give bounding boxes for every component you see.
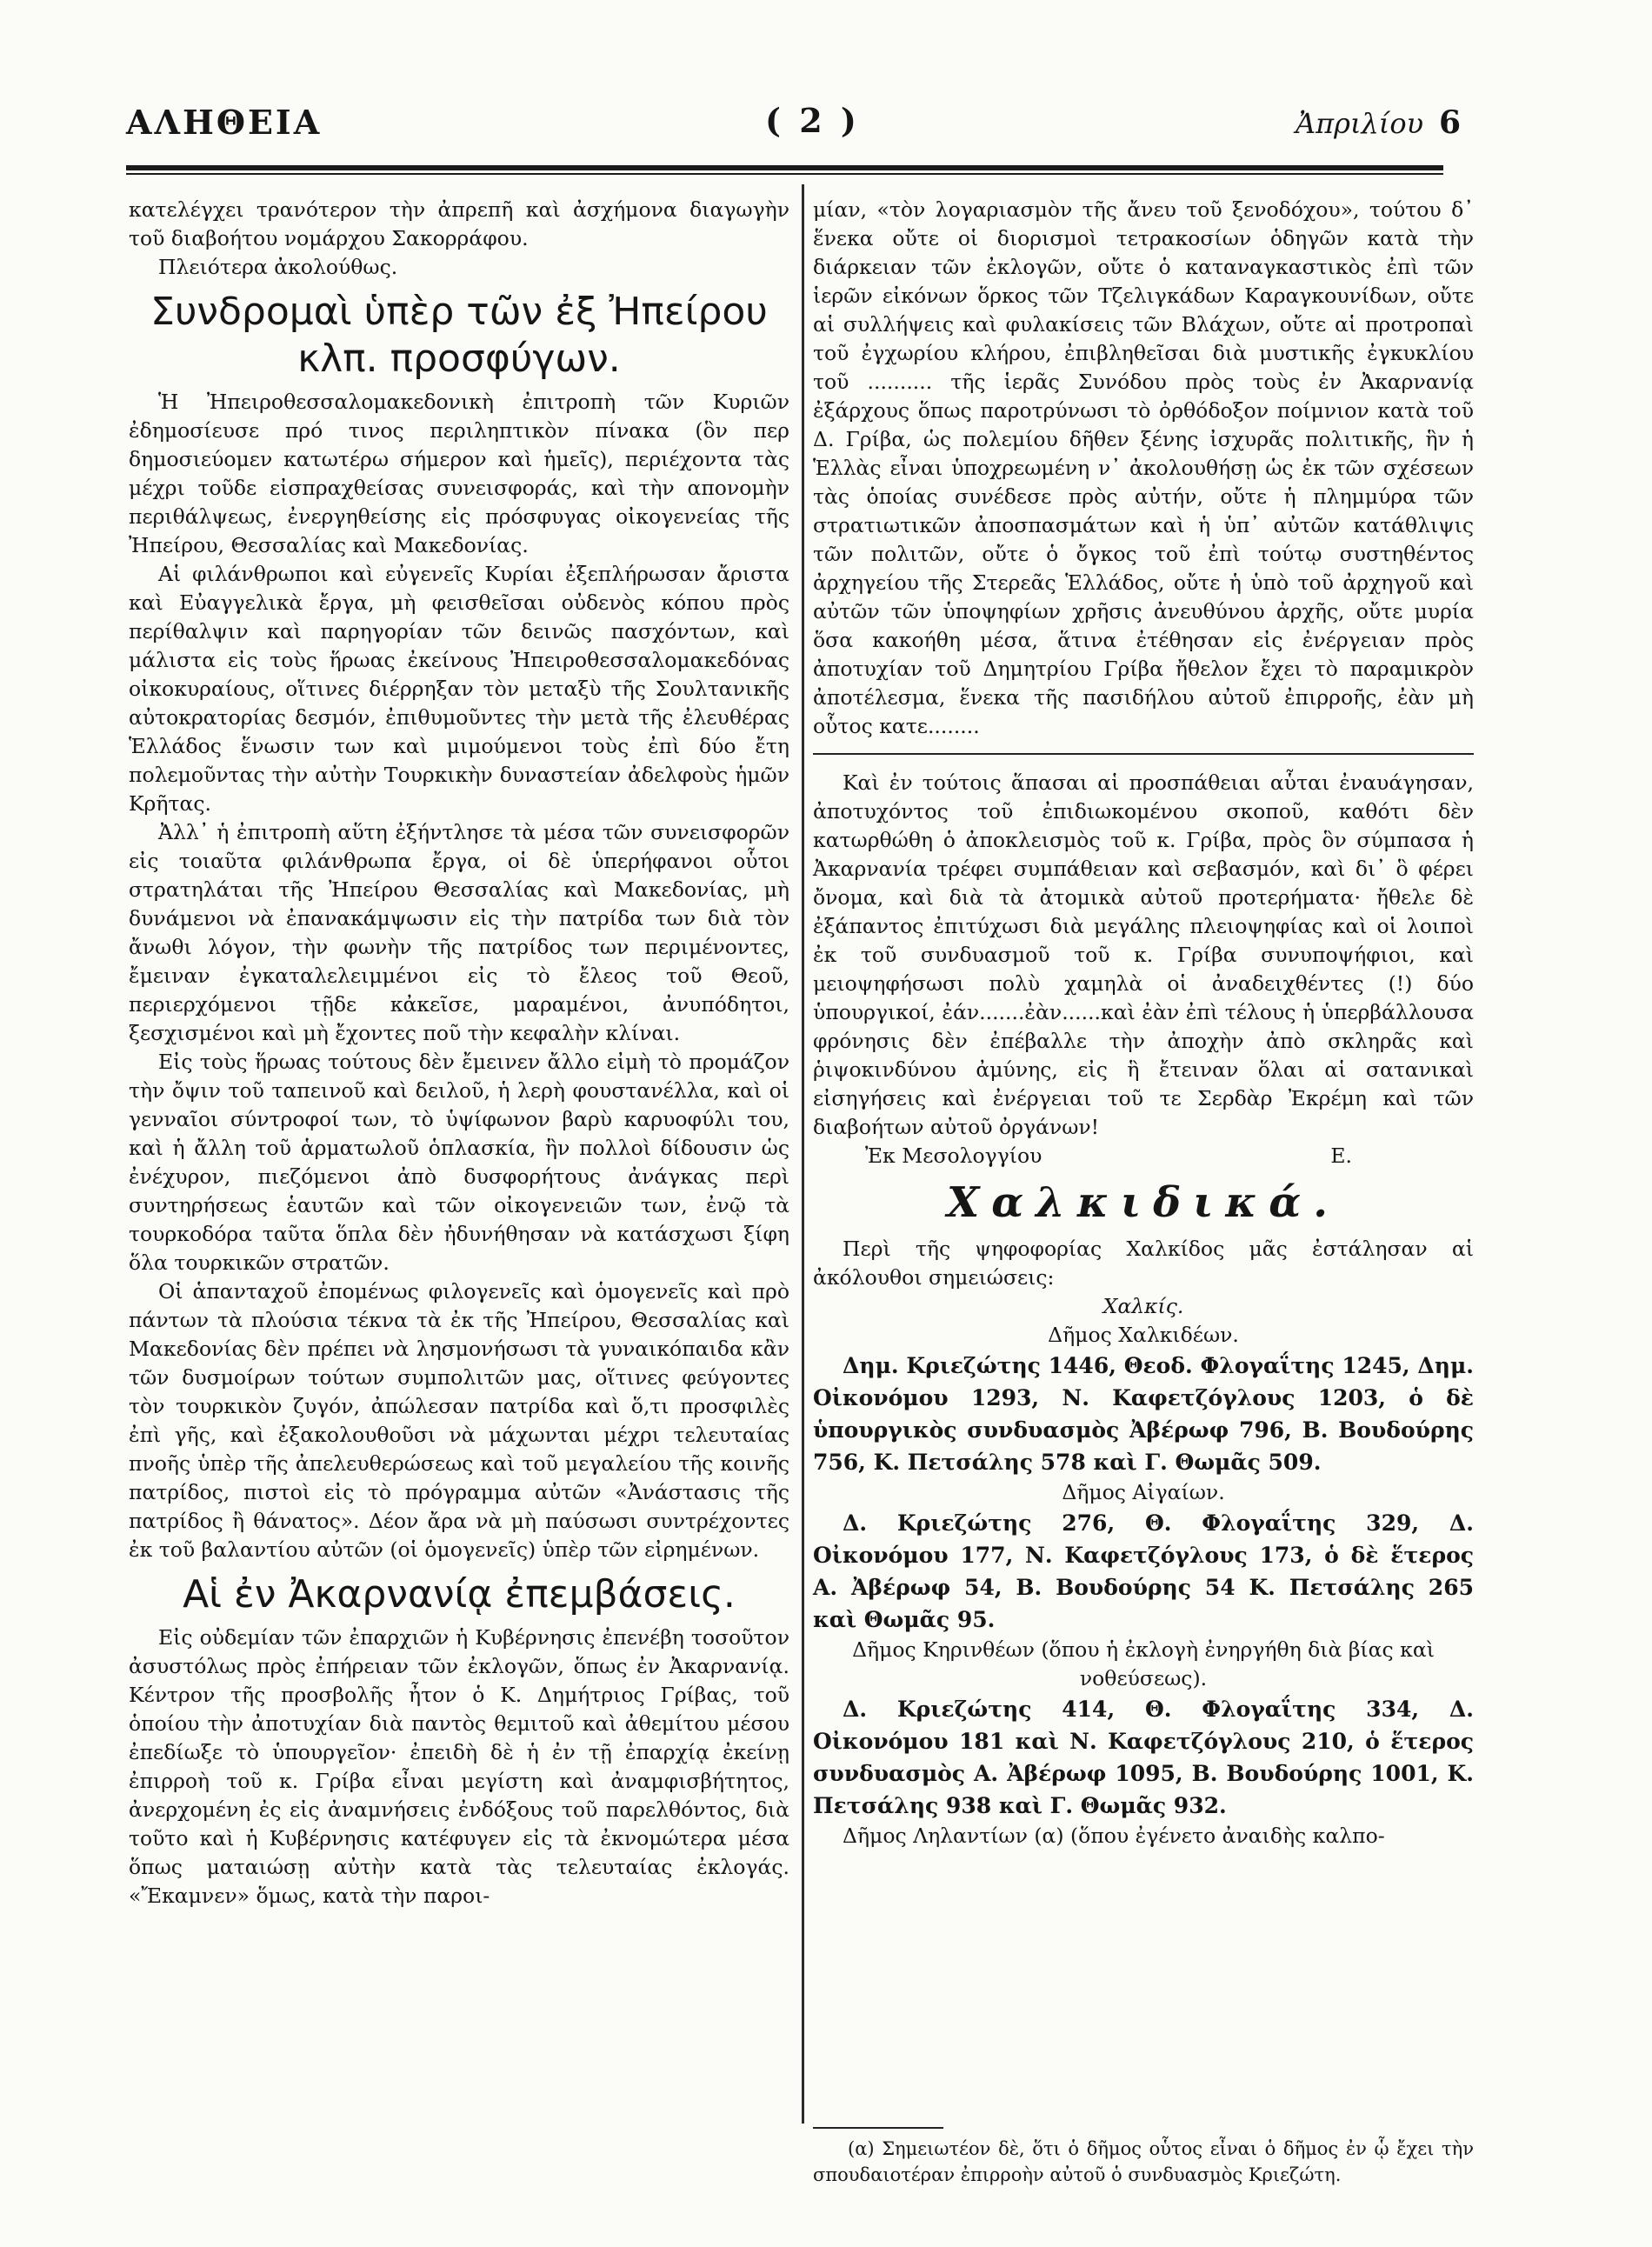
footnote: (α) Σημειωτέον δὲ, ὅτι ὁ δῆμος οὗτος εἶναι ὁ δῆμος ἐν ᾧ ἔχει τὴν σπουδαιοτέραν ἐπιρροὴν αὐτοῦ ὁ συνδυασμὸς Κριεζώτη. xyxy=(813,2138,1474,2185)
signature-initial: Ε. xyxy=(1330,1144,1352,1168)
issue-month: Ἀπριλίου xyxy=(1296,107,1424,140)
signature-place: Ἐκ Μεσολογγίου xyxy=(865,1144,1042,1168)
column-divider xyxy=(802,184,804,2124)
article-continuation: κατελέγχει τρανότερον τὴν ἀπρεπῆ καὶ ἀσχήμονα διαγωγὴν τοῦ διαβοήτου νομάρχου Σακορράφου. xyxy=(129,197,789,250)
left-column xyxy=(129,196,789,1910)
refugees-paragraph-4: Εἰς τοὺς ἥρωας τούτους δὲν ἔμεινεν ἄλλο εἰμὴ τὸ προμάζον τὴν ὄψιν τοῦ ταπεινοῦ καὶ δειλοῦ, ἡ λερὴ φουστανέλλα, καὶ οἱ γενναῖοι σύντροφοί των, τὸ ὑψίφωνον βαρὺ καρυοφύλι του, καὶ ἡ ἄλλη τοῦ ἁρματωλοῦ ὁπλασκία, ἣν πολλοὶ δίδουσιν ὡς ἐνέχυρον, πιεζόμενοι ἀπὸ δυσφορήτους ἀνάγκας περὶ συντηρήσεως ἑαυτῶν καὶ τῶν οἰκογενειῶν των, ἐνῷ τὰ τουρκοδόρα ταῦτα ὅπλα δὲν ἠδυνήθησαν νὰ κατάσχωσι ξίφη ὅλα τουρκικῶν στρατῶν. xyxy=(129,1050,789,1275)
section-heading-akarnania: Αἱ ἐν Ἀκαρνανίᾳ ἐπεμβάσεις. xyxy=(183,1572,736,1617)
district-2-results: Δ. Κριεζώτης 276, Θ. Φλογαΐτης 329, Δ. Οἰκονόμου 177, Ν. Καφετζόγλους 173, ὁ δὲ ἕτερος Α. Ἀβέρωφ 54, Β. Βουδούρης 54 Κ. Πετσάλης 265 καὶ Θωμᾶς 95. xyxy=(813,1510,1474,1632)
masthead xyxy=(0,0,1652,183)
article-note: Πλειότερα ἀκολούθως. xyxy=(158,255,398,279)
district-3-title: Δῆμος Κηρινθέων (ὅπου ἡ ἐκλογὴ ἐνηργήθη διὰ βίας καὶ νοθεύσεως). xyxy=(852,1637,1435,1690)
refugees-paragraph-2: Αἱ φιλάνθρωποι καὶ εὐγενεῖς Κυρίαι ἐξεπλήρωσαν ἄριστα καὶ Εὐαγγελικὰ ἔργα, μὴ φεισθεῖσαι οὐδενὸς κόπου πρὸς περίθαλψιν καὶ παρηγορίαν τῶν δεινῶς πασχόντων, καὶ μάλιστα εἰς τοὺς ἥρωας ἐκείνους Ἠπειροθεσσαλομακεδόνας οἰκοκυραίους, οἵτινες διέρρηξαν τὸν μεταξὺ τῆς Σουλτανικῆς αὐτοκρατορίας δεσμόν, ἐπιθυμοῦντες τὴν μετὰ τῆς ἐλευθέρας Ἑλλάδος ἕνωσιν των καὶ μιμούμενοι τοὺς ἐπὶ δύο ἔτη πολεμοῦντας τὴν αὐτὴν Τουρκικὴν δυναστείαν ἀδελφοὺς ἡμῶν Κρῆτας. xyxy=(129,562,789,816)
issue-date xyxy=(1296,104,1461,141)
refugees-paragraph-5: Οἱ ἁπανταχοῦ ἐπομένως φιλογενεῖς καὶ ὁμογενεῖς καὶ πρὸ πάντων τὰ πλούσια τέκνα τὰ ἐκ τῆς Ἠπείρου, Θεσσαλίας καὶ Μακεδονίας δὲν πρέπει νὰ λησμονήσωσι τὰ γυναικόπαιδα κἂν τῶν δυσμοίρων τούτων συμπολιτῶν μας, οἵτινες φεύγοντες τὸν τουρκικὸν ζυγόν, ἀπώλεσαν πατρίδα καὶ ὅ,τι προσφιλὲς ἐπὶ γῆς, καὶ ἐξακολουθοῦσι νὰ μάχωνται μέχρι τελευταίας πνοῆς ὑπὲρ τῆς ἀπελευθερώσεως καὶ τοῦ μεγαλείου τῆς κοινῆς πατρίδος, πιστοὶ εἰς τὸ πρόγραμμα αὐτῶν «Ἀνάστασις τῆς πατρίδος ἢ θάνατος». Δέον ἄρα νὰ μὴ παύσωσι συντρέχοντες ἐκ τοῦ βαλαντίου αὐτῶν (οἱ ὁμογενεῖς) ὑπὲρ τῶν εἰρημένων. xyxy=(129,1279,789,1562)
section-divider xyxy=(813,753,1474,755)
page-number: ( 2 ) xyxy=(765,101,860,140)
district-3-results: Δ. Κριεζώτης 414, Θ. Φλογαΐτης 334, Δ. Οἰκονόμου 181 καὶ Ν. Καφετζόγλους 210, ὁ ἕτερος συνδυασμὸς Α. Ἀβέρωφ 1095, Β. Βουδούρης 1001, Κ. Πετσάλης 938 καὶ Γ. Θωμᾶς 932. xyxy=(813,1697,1474,1818)
refugees-paragraph-3: Ἀλλ᾽ ἡ ἐπιτροπὴ αὕτη ἐξήντλησε τὰ μέσα τῶν συνεισφορῶν εἰς τοιαῦτα φιλάνθρωπα ἔργα, οἱ δὲ ὑπερήφανοι οὗτοι στρατηλάται τῆς Ἠπείρου Θεσσαλίας καὶ Μακεδονίας, μὴ δυνάμενοι νὰ ἐπανακάμψωσιν εἰς τὴν πατρίδα των διὰ τὸν ἄνωθι λόγον, τὴν φωνὴν τῆς πατρίδος των περιμένοντες, ἔμειναν ἐγκαταλελειμμένοι εἰς τὸ ἔλεος τοῦ Θεοῦ, περιερχόμενοι τῇδε κἀκεῖσε, μαραμένοι, ἀνυπόδητοι, ξεσχισμένοι καὶ μὴ ἔχοντες ποῦ τὴν κεφαλὴν κλίναι. xyxy=(129,820,789,1045)
masthead-rule-thick xyxy=(126,165,1443,170)
district-2-title: Δῆμος Αἰγαίων. xyxy=(1062,1480,1225,1504)
right-column xyxy=(813,196,1474,1850)
district-1-title: Δῆμος Χαλκιδέων. xyxy=(1048,1323,1239,1347)
section-heading-refugees: Συνδρομαὶ ὑπὲρ τῶν ἐξ Ἠπείρου κλπ. προσφύγων. xyxy=(150,290,768,381)
district-4-line: Δῆμος Ληλαντίων (α) (ὅπου ἐγένετο ἀναιδὴς καλπο- xyxy=(843,1824,1385,1848)
district-1-results: Δημ. Κριεζώτης 1446, Θεοδ. Φλογαΐτης 1245, Δημ. Οἰκονόμου 1293, Ν. Καφετζόγλους 1203, ὁ δὲ ὑπουργικὸς συνδυασμὸς Ἀβέρωφ 796, Β. Βουδούρης 756, Κ. Πετσάλης 578 καὶ Γ. Θωμᾶς 509. xyxy=(813,1353,1474,1475)
masthead-rule-thin xyxy=(126,173,1443,175)
akarnania-paragraph-1: Εἰς οὐδεμίαν τῶν ἐπαρχιῶν ἡ Κυβέρνησις ἐπενέβη τοσοῦτον ἀσυστόλως πρὸς ἐπήρειαν τῶν ἐκλογῶν, ὅπως ἐν Ἀκαρνανίᾳ. Κέντρον τῆς προσβολῆς ἦτον ὁ Κ. Δημήτριος Γρίβας, τοῦ ὁποίου τὴν ἀποτυχίαν διὰ παντὸς θεμιτοῦ καὶ ἀθεμίτου μέσου ἐπεδίωξε τὸ ὑπουργεῖον· ἐπειδὴ δὲ ἡ ἐν τῇ ἐπαρχίᾳ ἐκείνῃ ἐπιρροὴ τοῦ κ. Γρίβα εἶναι μεγίστη καὶ ἀναμφισβήτητος, ἀνερχομένη ἐς εἰς ἀναμνήσεις ἐνδόξους τοῦ παρελθόντος, διὰ τοῦτο καὶ ἡ Κυβέρνησις κατέφυγεν εἰς τὰ ἐκνομώτερα μέσα ὅπως ματαιώσῃ αὐτὴν κατὰ τὰς τελευταίας ἐκλογάς. «Ἔκαμνεν» ὅμως, κατὰ τὴν παροι- xyxy=(129,1625,789,1908)
signature-line xyxy=(813,1142,1474,1170)
issue-day: 6 xyxy=(1439,104,1462,141)
section-heading-chalkidika: Χαλκιδικά. xyxy=(947,1178,1340,1227)
akarnania-paragraph-2: μίαν, «τὸν λογαριασμὸν τῆς ἄνευ τοῦ ξενοδόχου», τούτου δ᾽ ἕνεκα οὔτε οἱ διορισμοὶ τετρακοσίων ὁδηγῶν κατὰ τὴν διάρκειαν τῶν ἐκλογῶν, οὔτε ὁ καταναγκαστικὸς ἐπὶ τῶν ἱερῶν εἰκόνων ὅρκος τῶν Τζελιγκάδων Καραγκουνίδων, οὔτε αἱ συλλήψεις καὶ φυλακίσεις τῶν Βλάχων, οὔτε αἱ προτροπαὶ τοῦ ἐγχωρίου κλήρου, ἐπιβληθεῖσαι διὰ μυστικῆς ἐγκυκλίου τοῦ .......... τῆς ἱερᾶς Συνόδου πρὸς τοὺς ἐν Ἀκαρνανίᾳ ἐξάρχους ὅπως παροτρύνωσι τὸ ὀρθόδοξον ποίμνιον κατὰ τοῦ Δ. Γρίβα, ὡς πολεμίου δῆθεν ξένης ἰσχυρᾶς πολιτικῆς, ἣν ἡ Ἑλλὰς εἶναι ὑποχρεωμένη ν᾽ ἀκολουθήσῃ ὡς ἐκ τῶν σχέσεων τὰς ὁποίας συνέδεσε πρὸς αὐτήν, οὔτε ἡ πλημμύρα τῶν στρατιωτικῶν ἀποσπασμάτων καὶ ἡ ὑπ᾽ αὐτῶν κατάθλιψις τῶν πολιτῶν, οὔτε ὁ ὄγκος τοῦ ἐπὶ τούτῳ συστηθέντος ἀρχηγείου τῆς Στερεᾶς Ἑλλάδος, οὔτε ἡ ὑπὸ τοῦ ἀρχηγοῦ καὶ αὐτῶν τῶν ὑποψηφίων χρῆσις ἀνευθύνου ἀρχῆς, οὔτε μυρία ὅσα κακοήθη μέσα, ἅτινα ἐτέθησαν εἰς ἐνέργειαν πρὸς ἀποτυχίαν τοῦ Δημητρίου Γρίβα ἤθελον ἔχει τὸ παραμικρὸν ἀποτέλεσμα, ἕνεκα τῆς πασιδήλου αὐτοῦ ἐπιρροῆς, ἐὰν μὴ οὗτος κατε........ xyxy=(813,197,1474,738)
akarnania-paragraph-3: Καὶ ἐν τούτοις ἅπασαι αἱ προσπάθειαι αὗται ἐναυάγησαν, ἀποτυχόντος τοῦ ἐπιδιωκομένου σκοποῦ, καθότι δὲν κατωρθώθη ὁ ἀποκλεισμὸς τοῦ κ. Γρίβα, πρὸς ὃν σύμπασα ἡ Ἀκαρνανία τρέφει συμπάθειαν καὶ σεβασμόν, καὶ δι᾽ ὃ φέρει ὄνομα, καὶ διὰ τὰ ἀτομικὰ αὐτοῦ προτερήματα· ἤθελε δὲ ἐξάπαντος ἐπιτύχωσι διὰ μεγάλης πλειοψηφίας καὶ οἱ λοιποὶ ἐκ τοῦ συνδυασμοῦ τοῦ κ. Γρίβα συνυποψήφιοι, καὶ μειοψηφήσωσι πολὺ χαμηλὰ οἱ ἀναδειχθέντες (!) δύο ὑπουργικοί, ἐάν.......ἐὰν......καὶ ἐὰν ἐπὶ τέλους ἡ ὑπερβάλλουσα φρόνησις δὲν ἐπέβαλλε τὴν ἀποχὴν ἀπὸ σκληρᾶς καὶ ῥιψοκινδύνου ἀμύνης, εἰς ἣ ἔτειναν ὅλαι αἱ σατανικαὶ εἰσηγήσεις καὶ ἐνέργειαι τοῦ τε Σερδὰρ Ἐκρέμη καὶ τῶν διαβοήτων αὐτοῦ ὀργάνων! xyxy=(813,770,1474,1139)
newspaper-title: ΑΛΗΘΕΙΑ xyxy=(126,103,323,142)
footnote-rule xyxy=(813,2127,943,2129)
refugees-paragraph-1: Ἡ Ἠπειροθεσσαλομακεδονικὴ ἐπιτροπὴ τῶν Κυριῶν ἐδημοσίευσε πρό τινος περιληπτικὸν πίνακα (ὃν περ δημοσιεύομεν κατωτέρω σήμερον καὶ ἡμεῖς), περιέχοντα τὰς μέχρι τοῦδε εἰσπραχθείσας συνεισφοράς, καὶ τὴν απονομὴν περιθάλψεως, ἐνεργηθείσης εἰς πρόσφυγας οἰκογενείας τῆς Ἠπείρου, Θεσσαλίας καὶ Μακεδονίας. xyxy=(129,390,789,557)
chalkidika-intro: Περὶ τῆς ψηφοφορίας Χαλκίδος μᾶς ἐστάλησαν αἱ ἀκόλουθοι σημειώσεις: xyxy=(813,1237,1474,1290)
town-title: Χαλκίς. xyxy=(1102,1294,1184,1318)
